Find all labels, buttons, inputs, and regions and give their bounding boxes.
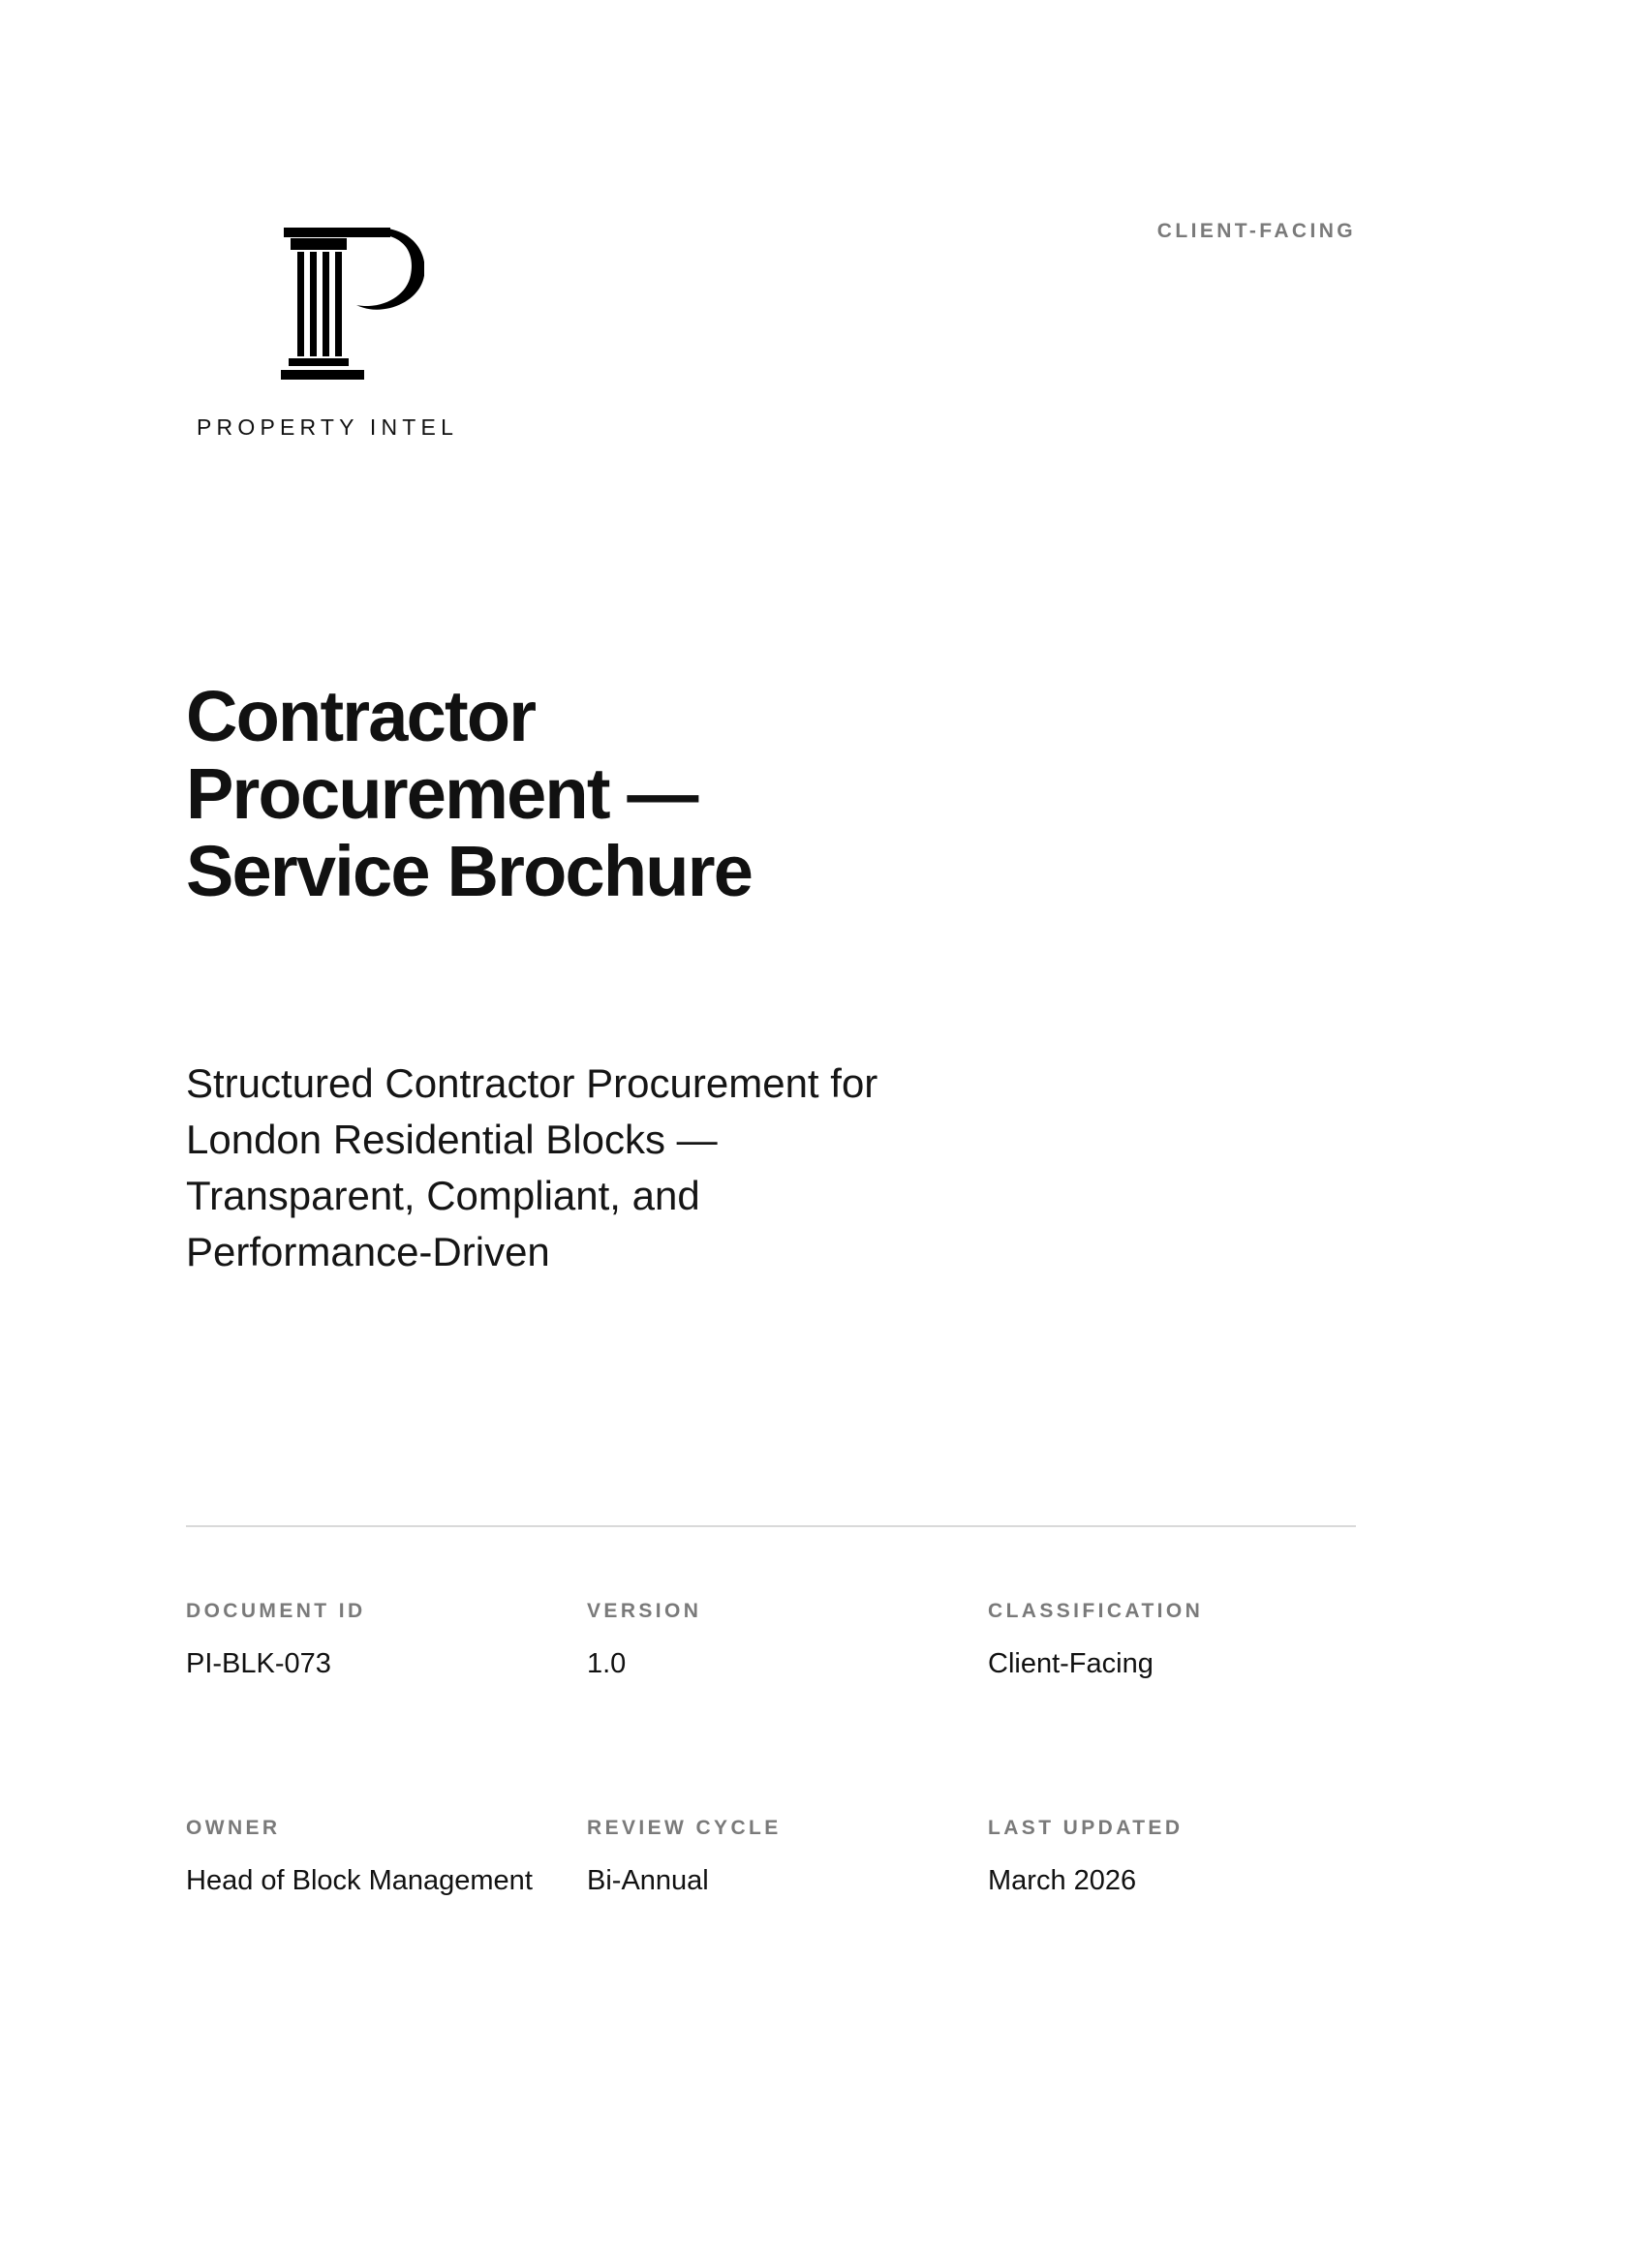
meta-value: PI-BLK-073 (186, 1648, 331, 1679)
subtitle-line: London Residential Blocks — (186, 1117, 718, 1162)
meta-value: 1.0 (587, 1648, 627, 1679)
meta-label: CLASSIFICATION (988, 1600, 1204, 1622)
meta-value: Bi-Annual (587, 1865, 709, 1896)
meta-owner (186, 1817, 564, 1897)
meta-label: REVIEW CYCLE (587, 1817, 782, 1839)
meta-version (587, 1600, 965, 1680)
meta-value: Head of Block Management (186, 1865, 533, 1896)
meta-value: March 2026 (988, 1865, 1137, 1896)
meta-label: DOCUMENT ID (186, 1600, 366, 1622)
subtitle-line: Transparent, Compliant, and (186, 1173, 700, 1218)
meta-review-cycle (587, 1817, 965, 1897)
divider (186, 1525, 1356, 1527)
meta-classification (988, 1600, 1366, 1680)
brand-name: PROPERTY INTEL (197, 414, 459, 440)
pillar-p-logo-icon (279, 223, 424, 392)
document-title (186, 678, 752, 910)
subtitle-line: Structured Contractor Procurement for (186, 1060, 878, 1106)
meta-label: OWNER (186, 1817, 281, 1839)
classification-tag: CLIENT-FACING (1156, 220, 1356, 242)
meta-last-updated (988, 1817, 1366, 1897)
company-logo (194, 223, 459, 445)
document-subtitle (186, 1056, 877, 1280)
meta-label: LAST UPDATED (988, 1817, 1184, 1839)
title-line: Service Brochure (186, 831, 753, 911)
meta-label: VERSION (587, 1600, 702, 1622)
meta-value: Client-Facing (988, 1648, 1154, 1679)
subtitle-line: Performance-Driven (186, 1229, 550, 1274)
meta-document-id (186, 1600, 564, 1680)
title-line: Procurement — (186, 753, 697, 834)
title-line: Contractor (186, 676, 536, 756)
